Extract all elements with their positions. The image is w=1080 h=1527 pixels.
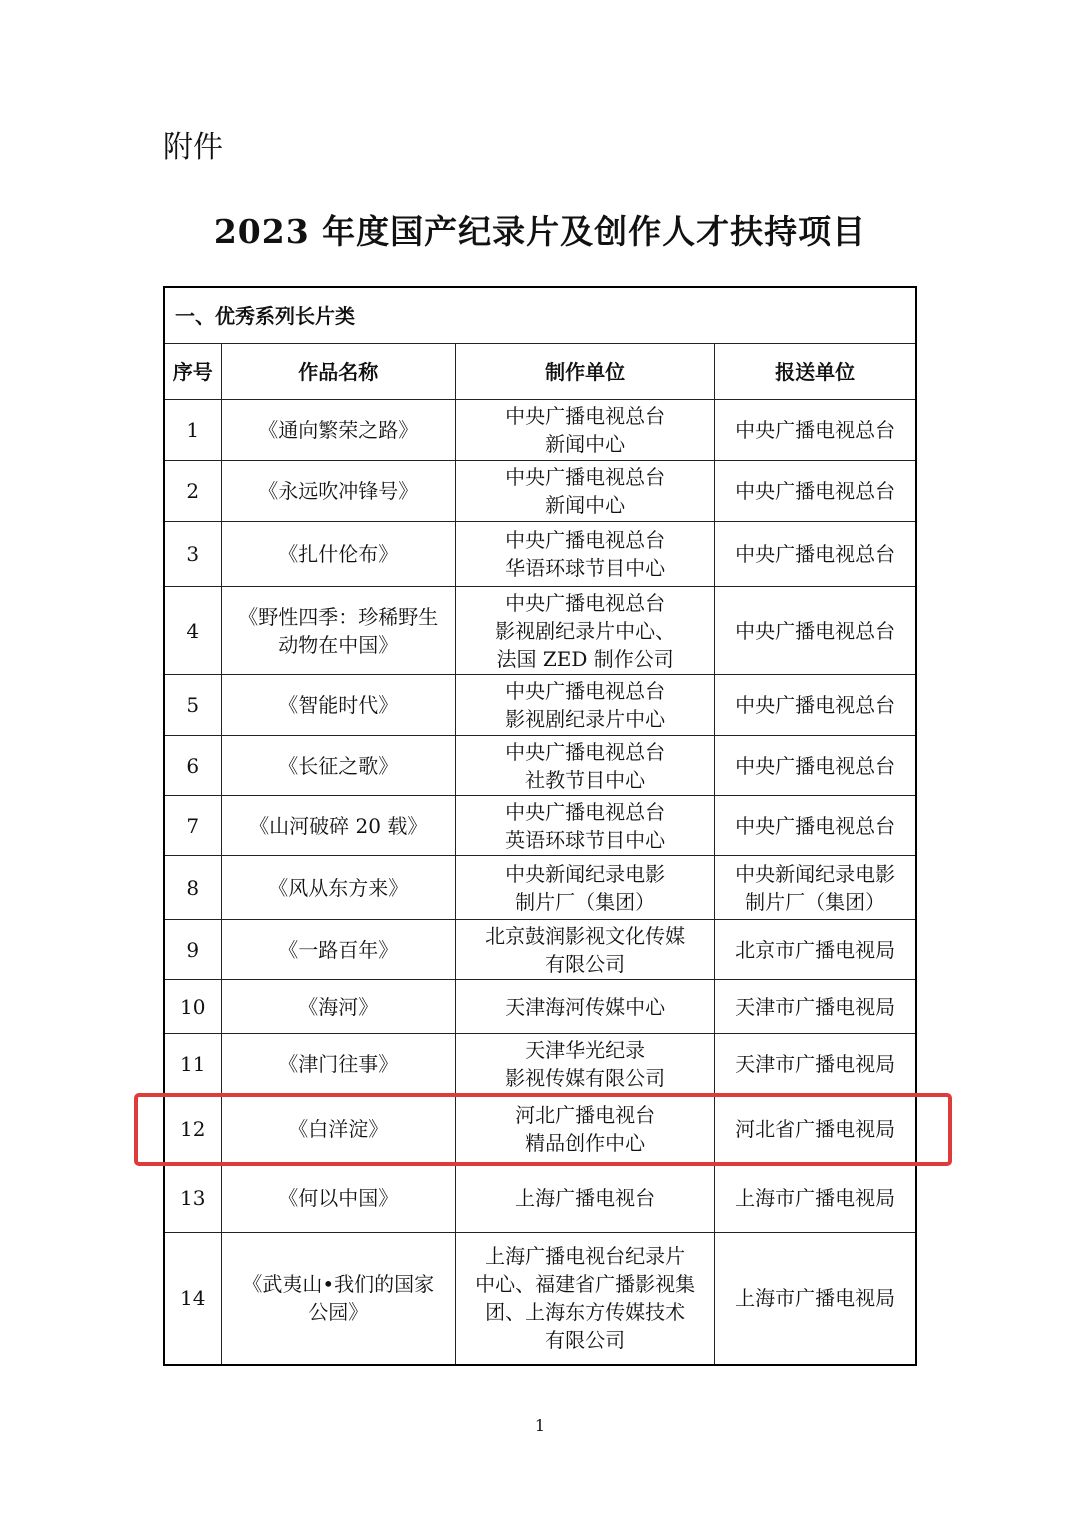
table-row bbox=[164, 1164, 916, 1233]
cell-number: 7 bbox=[164, 796, 221, 856]
attachment-label: 附件 bbox=[163, 130, 223, 165]
cell-submitter: 河北省广播电视局 bbox=[715, 1094, 916, 1164]
cell-submitter: 上海市广播电视局 bbox=[715, 1164, 916, 1233]
cell-work: 《永远吹冲锋号》 bbox=[221, 461, 456, 522]
table-row bbox=[164, 796, 916, 856]
table-row bbox=[164, 400, 916, 461]
page-number: 1 bbox=[534, 1416, 546, 1435]
document-title: 2023 年度国产纪录片及创作人才扶持项目 bbox=[213, 212, 867, 251]
cell-number: 14 bbox=[164, 1233, 221, 1365]
column-header-work: 作品名称 bbox=[221, 344, 456, 400]
cell-submitter: 中央广播电视总台 bbox=[715, 522, 916, 587]
cell-producer: 中央广播电视总台 英语环球节目中心 bbox=[456, 796, 715, 856]
cell-number: 4 bbox=[164, 587, 221, 675]
table-row bbox=[164, 736, 916, 796]
cell-producer: 上海广播电视台纪录片 中心、福建省广播影视集 团、上海东方传媒技术 有限公司 bbox=[456, 1233, 715, 1365]
cell-number: 11 bbox=[164, 1034, 221, 1094]
table-row bbox=[164, 675, 916, 736]
cell-number: 10 bbox=[164, 980, 221, 1034]
cell-submitter: 中央广播电视总台 bbox=[715, 675, 916, 736]
table-row bbox=[164, 1233, 916, 1365]
cell-work: 《扎什伦布》 bbox=[221, 522, 456, 587]
header-row bbox=[164, 344, 916, 400]
cell-submitter: 中央广播电视总台 bbox=[715, 587, 916, 675]
cell-submitter: 天津市广播电视局 bbox=[715, 980, 916, 1034]
column-header-producer: 制作单位 bbox=[456, 344, 715, 400]
cell-producer: 中央广播电视总台 新闻中心 bbox=[456, 461, 715, 522]
cell-submitter: 中央新闻纪录电影 制片厂（集团） bbox=[715, 856, 916, 920]
cell-submitter: 中央广播电视总台 bbox=[715, 736, 916, 796]
cell-producer: 中央广播电视总台 影视剧纪录片中心 bbox=[456, 675, 715, 736]
cell-work: 《武夷山•我们的国家 公园》 bbox=[221, 1233, 456, 1365]
cell-work: 《长征之歌》 bbox=[221, 736, 456, 796]
cell-number: 13 bbox=[164, 1164, 221, 1233]
cell-work: 《风从东方来》 bbox=[221, 856, 456, 920]
table-row bbox=[164, 856, 916, 920]
cell-work: 《白洋淀》 bbox=[221, 1094, 456, 1164]
table-row-highlighted bbox=[164, 1094, 916, 1164]
column-header-submitter: 报送单位 bbox=[715, 344, 916, 400]
cell-number: 3 bbox=[164, 522, 221, 587]
cell-work: 《山河破碎 20 载》 bbox=[221, 796, 456, 856]
cell-work: 《野性四季：珍稀野生 动物在中国》 bbox=[221, 587, 456, 675]
project-table bbox=[163, 286, 917, 1366]
cell-producer: 北京鼓润影视文化传媒 有限公司 bbox=[456, 920, 715, 980]
cell-submitter: 天津市广播电视局 bbox=[715, 1034, 916, 1094]
cell-number: 2 bbox=[164, 461, 221, 522]
cell-producer: 上海广播电视台 bbox=[456, 1164, 715, 1233]
cell-producer: 中央广播电视总台 影视剧纪录片中心、 法国 ZED 制作公司 bbox=[456, 587, 715, 675]
cell-submitter: 中央广播电视总台 bbox=[715, 796, 916, 856]
cell-work: 《何以中国》 bbox=[221, 1164, 456, 1233]
cell-producer: 天津华光纪录 影视传媒有限公司 bbox=[456, 1034, 715, 1094]
cell-producer: 中央新闻纪录电影 制片厂（集团） bbox=[456, 856, 715, 920]
column-header-number: 序号 bbox=[164, 344, 221, 400]
cell-producer: 中央广播电视总台 社教节目中心 bbox=[456, 736, 715, 796]
cell-work: 《一路百年》 bbox=[221, 920, 456, 980]
cell-number: 1 bbox=[164, 400, 221, 461]
cell-work: 《海河》 bbox=[221, 980, 456, 1034]
cell-number: 12 bbox=[164, 1094, 221, 1164]
table-row bbox=[164, 980, 916, 1034]
table-row bbox=[164, 461, 916, 522]
cell-submitter: 北京市广播电视局 bbox=[715, 920, 916, 980]
section-row bbox=[164, 287, 916, 344]
cell-submitter: 中央广播电视总台 bbox=[715, 461, 916, 522]
section-heading: 一、优秀系列长片类 bbox=[164, 287, 916, 344]
cell-number: 9 bbox=[164, 920, 221, 980]
cell-submitter: 上海市广播电视局 bbox=[715, 1233, 916, 1365]
cell-work: 《通向繁荣之路》 bbox=[221, 400, 456, 461]
table-row bbox=[164, 522, 916, 587]
cell-number: 6 bbox=[164, 736, 221, 796]
cell-submitter: 中央广播电视总台 bbox=[715, 400, 916, 461]
cell-producer: 天津海河传媒中心 bbox=[456, 980, 715, 1034]
table-row bbox=[164, 1034, 916, 1094]
table-row bbox=[164, 587, 916, 675]
cell-producer: 河北广播电视台 精品创作中心 bbox=[456, 1094, 715, 1164]
cell-producer: 中央广播电视总台 新闻中心 bbox=[456, 400, 715, 461]
cell-work: 《津门往事》 bbox=[221, 1034, 456, 1094]
table-body bbox=[164, 287, 916, 1365]
table-row bbox=[164, 920, 916, 980]
cell-work: 《智能时代》 bbox=[221, 675, 456, 736]
cell-number: 5 bbox=[164, 675, 221, 736]
cell-number: 8 bbox=[164, 856, 221, 920]
cell-producer: 中央广播电视总台 华语环球节目中心 bbox=[456, 522, 715, 587]
